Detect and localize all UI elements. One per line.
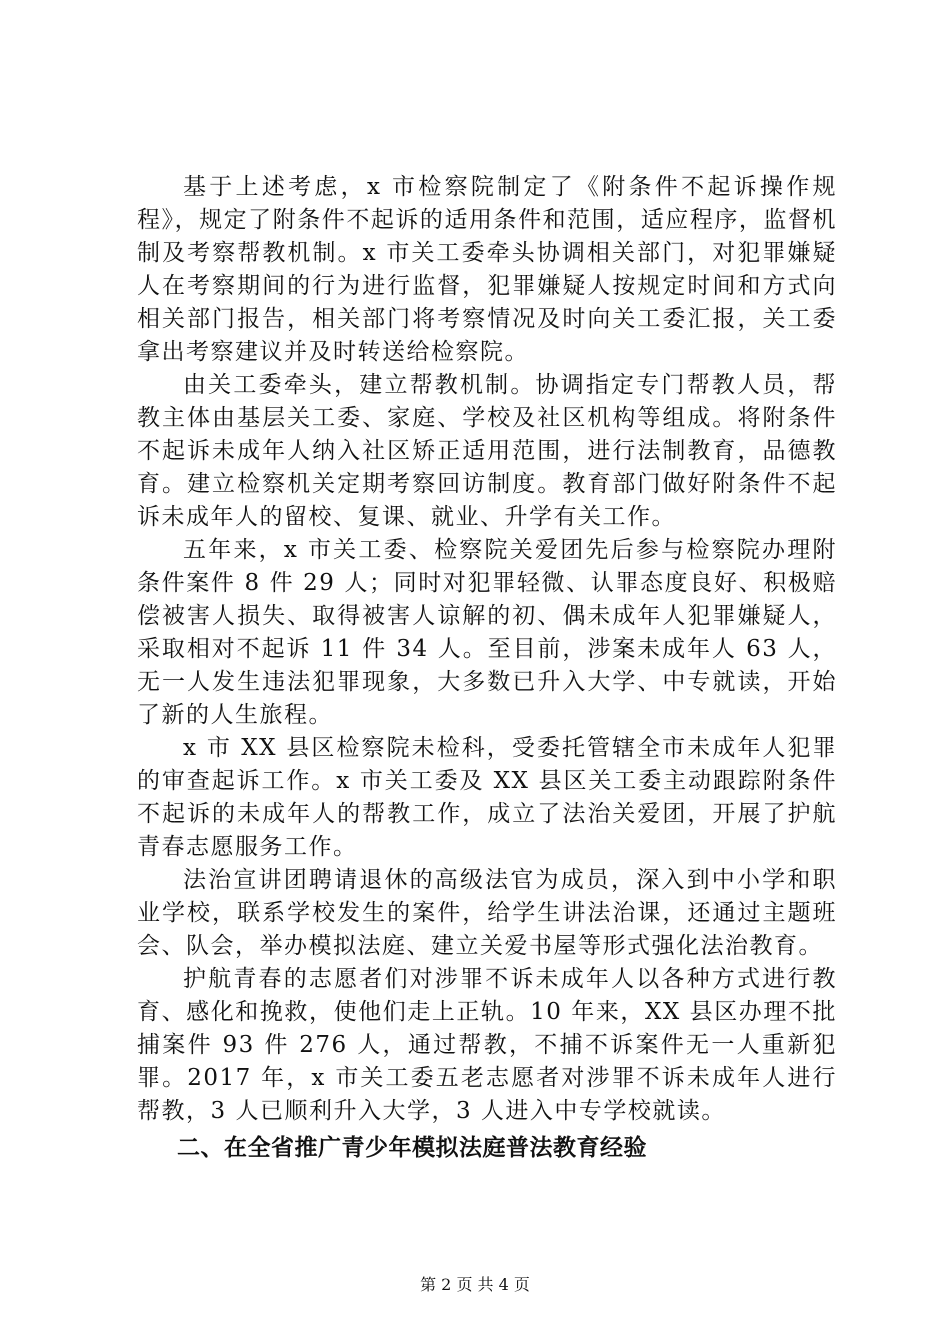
section-heading: 二、在全省推广青少年模拟法庭普法教育经验: [177, 1135, 647, 1161]
paragraph-3: 五年来，x 市关工委、检察院关爱团先后参与检察院办理附条件案件 8 件 29 人；同时对犯罪轻微、认罪态度良好、积极赔偿被害人损失、取得被害人谅解的初、偶未成年人犯罪嫌疑人，采取相对不起诉 11 件 34 人。至目前，涉案未成年人 63 人，无一人发生违法犯罪现象，大多数已升入大学、中专就读，开始了新的人生旅程。: [137, 537, 837, 728]
paragraph-2: 由关工委牵头，建立帮教机制。协调指定专门帮教人员，帮教主体由基层关工委、家庭、学校及社区机构等组成。将附条件不起诉未成年人纳入社区矫正适用范围，进行法制教育，品德教育。建立检察机关定期考察回访制度。教育部门做好附条件不起诉未成年人的留校、复课、就业、升学有关工作。: [137, 372, 837, 530]
page-number-footer: 第 2 页 共 4 页: [420, 1275, 530, 1294]
document-body: [137, 171, 837, 1168]
paragraph-4: x 市 XX 县区检察院未检科，受委托管辖全市未成年人犯罪的审查起诉工作。x 市关工委及 XX 县区关工委主动跟踪附条件不起诉的未成年人的帮教工作，成立了法治关爱团，开展了护航青春志愿服务工作。: [137, 735, 837, 860]
paragraph-6: 护航青春的志愿者们对涉罪不诉未成年人以各种方式进行教育、感化和挽救，使他们走上正轨。10 年来，XX 县区办理不批捕案件 93 件 276 人，通过帮教，不捕不诉案件无一人重新犯罪。2017 年，x 市关工委五老志愿者对涉罪不诉未成年人进行帮教，3 人已顺利升入大学，3 人进入中专学校就读。: [137, 966, 837, 1124]
paragraph-5: 法治宣讲团聘请退休的高级法官为成员，深入到中小学和职业学校，联系学校发生的案件，给学生讲法治课，还通过主题班会、队会，举办模拟法庭、建立关爱书屋等形式强化法治教育。: [137, 867, 837, 959]
paragraph-1: 基于上述考虑，x 市检察院制定了《附条件不起诉操作规程》，规定了附条件不起诉的适用条件和范围，适应程序，监督机制及考察帮教机制。x 市关工委牵头协调相关部门，对犯罪嫌疑人在考察期间的行为进行监督，犯罪嫌疑人按规定时间和方式向相关部门报告，相关部门将考察情况及时向关工委汇报，关工委拿出考察建议并及时转送给检察院。: [137, 174, 837, 365]
